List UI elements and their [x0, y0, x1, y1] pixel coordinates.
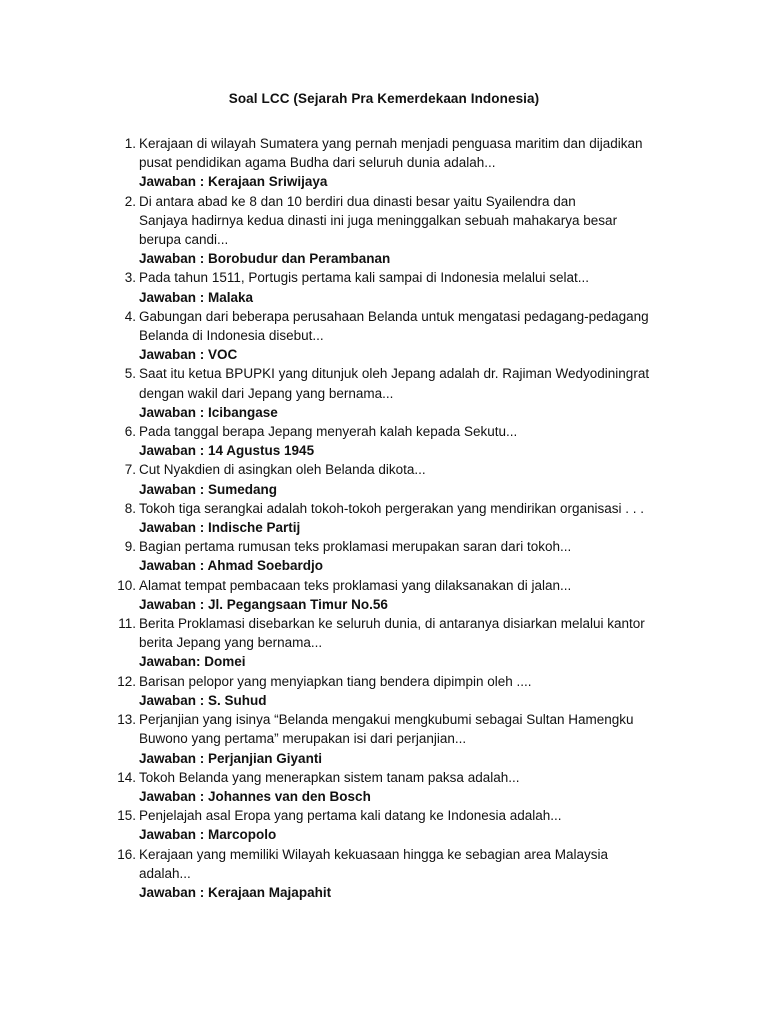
question-text-line: Cut Nyakdien di asingkan oleh Belanda dikota...: [139, 462, 426, 478]
question-number: 14 .: [112, 768, 136, 787]
answer-text: Jawaban : 14 Agustus 1945: [139, 443, 315, 459]
question-number: 4 .: [112, 307, 136, 326]
question-text-line: Buwono yang pertama” merupakan isi dari perjanjian...: [139, 731, 467, 747]
answer-text: Jawaban : Kerajaan Sriwijaya: [139, 174, 328, 190]
answer-text: Jawaban : Jl. Pegangsaan Timur No.56: [139, 596, 388, 612]
question-item: [112, 806, 682, 844]
question-item: [112, 614, 682, 672]
question-number: 9 .: [112, 537, 136, 556]
question-text-line: Pada tahun 1511, Portugis pertama kali sampai di Indonesia melalui selat...: [139, 270, 590, 286]
answer-text: Jawaban : Borobudur dan Perambanan: [139, 251, 391, 267]
question-text-line: Tokoh Belanda yang menerapkan sistem tanam paksa adalah...: [139, 769, 520, 785]
answer-text: Jawaban : Kerajaan Majapahit: [139, 884, 332, 900]
question-number: 6 .: [112, 422, 136, 441]
answer-text: Jawaban : Icibangase: [139, 404, 278, 420]
question-item: [112, 268, 682, 306]
question-text-line: Alamat tempat pembacaan teks proklamasi yang dilaksanakan di jalan...: [139, 577, 572, 593]
question-number: 3 .: [112, 268, 136, 287]
question-item: [112, 672, 682, 710]
question-text-line: berupa candi...: [139, 232, 229, 248]
question-number: 10 .: [112, 576, 136, 595]
answer-text: Jawaban : Perjanjian Giyanti: [139, 750, 323, 766]
question-text-line: pusat pendidikan agama Budha dari seluruh dunia adalah...: [139, 155, 496, 171]
question-item: [112, 537, 682, 575]
question-item: [112, 422, 682, 460]
question-text-line: Perjanjian yang isinya “Belanda mengakui mengkubumi sebagai Sultan Hamengku: [139, 712, 634, 728]
question-item: [112, 710, 682, 768]
question-text-line: Belanda di Indonesia disebut...: [139, 328, 324, 344]
question-text-line: Sanjaya hadirnya kedua dinasti ini juga meninggalkan sebuah mahakarya besar: [139, 212, 618, 228]
question-text-line: Pada tanggal berapa Jepang menyerah kalah kepada Sekutu...: [139, 424, 518, 440]
question-text-line: Berita Proklamasi disebarkan ke seluruh dunia, di antaranya disiarkan melalui kantor: [139, 616, 645, 632]
question-text-line: Saat itu ketua BPUPKI yang ditunjuk oleh Jepang adalah dr. Rajiman Wedyodiningrat: [139, 366, 650, 382]
question-text-line: Bagian pertama rumusan teks proklamasi merupakan saran dari tokoh...: [139, 539, 572, 555]
answer-text: Jawaban : Indische Partij: [139, 520, 301, 536]
question-text-line: Tokoh tiga serangkai adalah tokoh-tokoh pergerakan yang mendirikan organisasi . . .: [139, 500, 645, 516]
answer-text: Jawaban : Marcopolo: [139, 827, 277, 843]
answer-text: Jawaban : Ahmad Soebardjo: [139, 558, 324, 574]
answer-text: Jawaban : Sumedang: [139, 481, 278, 497]
question-number: 11 .: [112, 614, 136, 633]
question-item: [112, 460, 682, 498]
question-item: [112, 307, 682, 365]
question-number: 8 .: [112, 499, 136, 518]
question-text-line: Barisan pelopor yang menyiapkan tiang bendera dipimpin oleh ....: [139, 673, 532, 689]
question-number: 13 .: [112, 710, 136, 729]
question-item: [112, 192, 682, 269]
document-title: Soal LCC (Sejarah Pra Kemerdekaan Indonesia): [228, 91, 540, 106]
question-item: [112, 364, 682, 422]
question-text-line: Gabungan dari beberapa perusahaan Belanda untuk mengatasi pedagang-pedagang: [139, 308, 649, 324]
question-text-line: Di antara abad ke 8 dan 10 berdiri dua dinasti besar yaitu Syailendra dan: [139, 193, 576, 209]
answer-text: Jawaban : VOC: [139, 347, 238, 363]
question-number: 16 .: [112, 845, 136, 864]
question-number: 1 .: [112, 134, 136, 153]
question-text-line: Kerajaan yang memiliki Wilayah kekuasaan hingga ke sebagian area Malaysia: [139, 846, 609, 862]
question-text-line: dengan wakil dari Jepang yang bernama...: [139, 385, 394, 401]
question-text-line: adalah...: [139, 865, 191, 881]
answer-text: Jawaban : S. Suhud: [139, 692, 267, 708]
question-list: [112, 134, 682, 902]
question-number: 2 .: [112, 192, 136, 211]
question-item: [112, 499, 682, 537]
answer-text: Jawaban : Malaka: [139, 289, 254, 305]
question-item: [112, 134, 682, 192]
question-text-line: berita Jepang yang bernama...: [139, 635, 323, 651]
question-item: [112, 768, 682, 806]
answer-text: Jawaban: Domei: [139, 654, 246, 670]
question-number: 7 .: [112, 460, 136, 479]
question-number: 15 .: [112, 806, 136, 825]
answer-text: Jawaban : Johannes van den Bosch: [139, 788, 371, 804]
question-text-line: Kerajaan di wilayah Sumatera yang pernah menjadi penguasa maritim dan dijadikan: [139, 136, 643, 151]
question-text-line: Penjelajah asal Eropa yang pertama kali datang ke Indonesia adalah...: [139, 808, 562, 824]
question-number: 5 .: [112, 364, 136, 383]
question-number: 12 .: [112, 672, 136, 691]
question-item: [112, 576, 682, 614]
question-item: [112, 845, 682, 903]
